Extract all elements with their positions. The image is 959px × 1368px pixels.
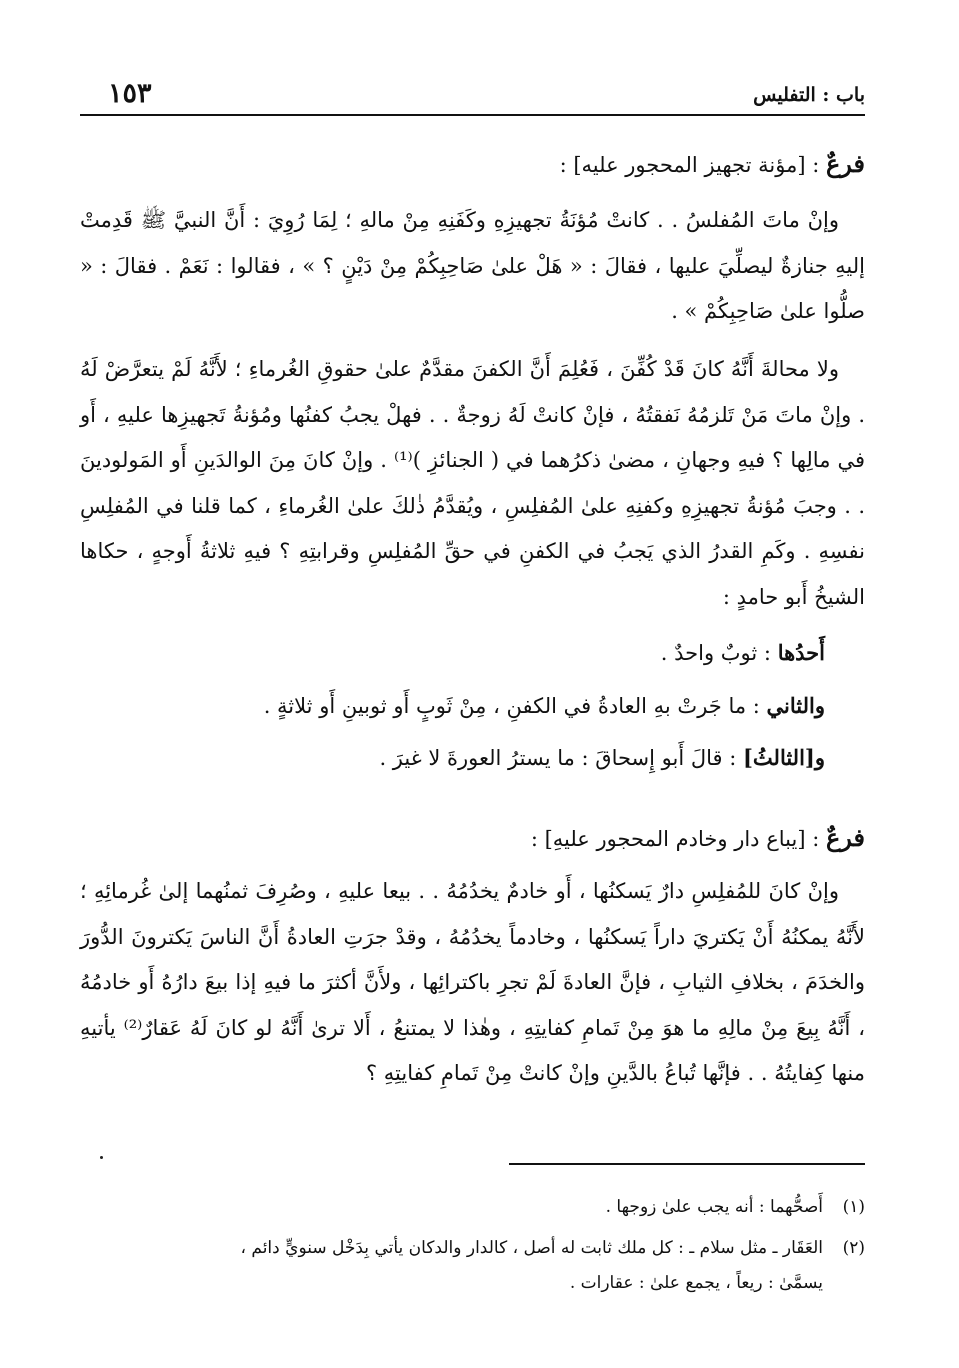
paragraph-text: ولا محالةَ أَنَّهُ كانَ قَدْ كُفِّنَ ، فَعُلِمَ أَنَّ الكفنَ مقدَّمٌ علىٰ حقوقِ الغُرماءِ ؛ لأَنَّهُ لَمْ يتعرَّضْ لَهُ . وإنْ ماتَ مَنْ تَلزمُهُ نَفقتُهُ ، فإنْ كانتْ لَهُ زوجةٌ . . فهلْ يجبُ كفنُها ومُؤنةُ تَجهيزِها عليهِ ، أَو في مالِها ؟ فيهِ وجهانِ ، مضىٰ ذكرُهما في ( الجنائزِ )⁽¹⁾ . وإنْ كانَ مِنَ الوالدَينِ أَو المَولودينَ . . وجبَ مُؤنةُ تجهيزِهِ وكفنِهِ علىٰ المُفلِسِ ، ويُقدَّمُ ذٰلكَ علىٰ الغُرماءِ ، كما قلنا في المُفلِسِ نفسِهِ . وكَمِ القدرُ الذي يَجبُ في الكفنِ في حقِّ المُفلِسِ وقرابتِهِ ؟ فيهِ ثلاثةُ أَوجهٍ ، حكاها الشيخُ أَبو حامدٍ :	[80, 357, 866, 609]
section-label: فرعٌ	[825, 823, 865, 852]
chapter-title: باب : التفليس	[753, 84, 865, 106]
paragraph-text: وإنْ ماتَ المُفلسُ . . كانتْ مُؤنَةُ تجهيزِهِ وكَفَنِهِ مِنْ مالهِ ؛ لِمَا رُوِيَ : أَنَّ النبيَّ ﷺ قَدِمتْ إليهِ جنازةٌ ليصلِّيَ عليها ، فقالَ : « هَلْ علىٰ صَاحِبِكُمْ مِنْ دَيْنٍ ؟ » ، فقالوا : نَعَمْ . فقالَ : « صلُّوا علىٰ صَاحِبِكُمْ » .	[80, 208, 865, 323]
section-label: فرعٌ	[825, 149, 865, 178]
footnote-text: يسمَّىٰ : ريعاً ، يجمع علىٰ : عقارات .	[569, 1273, 823, 1293]
opinion-text: : ما جَرتْ بهِ العادةُ في الكفنِ ، مِنْ ثَوبٍ أَو ثوبينِ أَو ثلاثةٍ .	[263, 694, 767, 718]
paragraph-text: وإنْ كانَ للمُفلِسِ دارٌ يَسكنُها ، أَو خادمٌ يخدُمُهُ . . بيعا عليهِ ، وصُرِفَ ثمنُهما إلىٰ غُرمائِهِ ؛ لأَنَّهُ يمكنُهُ أَنْ يَكتريَ داراً يَسكنُها ، وخادماً يخدُمُهُ ، وقدْ جرَتِ العادةُ أَنَّ الناسَ يَكترونَ الدُّورَ والخدَمَ ، بخلافِ الثيابِ ، فإنَّ العادةَ لَمْ تجرِ باكترائِها ، ولأَنَّ أكثرَ ما فيهِ إذا بيعَ دارُهُ أَو خادمُهُ ، أَنَّهُ بِيعَ مِنْ مالِهِ ما هوَ مِنْ تَمامِ كفايتِهِ ، وهٰذا لا يمتنعُ ، أَلا ترىٰ أَنَّهُ لو كانَ لَهُ عَقارٌ⁽²⁾ يأتيهِ منها كِفايتُهُ . . فإنَّها تُباعُ بالدَّينِ وإنْ كانتْ مِنْ تَمامِ كفايتِهِ ؟	[80, 879, 865, 1085]
paragraph-house-sale	[80, 869, 865, 1097]
opinion-first	[661, 633, 825, 673]
section-title: : [يباع دار وخادم المحجور عليهِ] :	[530, 827, 826, 851]
page-header	[80, 80, 865, 116]
footnote-number: (١)	[842, 1197, 865, 1217]
book-page	[80, 0, 865, 1368]
section-title: : [مؤنة تجهيز المحجور عليه] :	[559, 153, 826, 177]
stray-dot	[100, 1156, 103, 1159]
footnote-number: (٢)	[842, 1238, 865, 1258]
opinion-lead: أَحدُها	[777, 640, 825, 665]
paragraph-death-of-bankrupt	[80, 198, 865, 335]
footnote-2	[241, 1232, 866, 1264]
footnote-text: أَصحُّهما : أنه يجب علىٰ زوجها .	[605, 1197, 823, 1217]
opinion-text: : قالَ أَبو إِسحاقَ : ما يسترُ العورةَ لا غيرَ .	[379, 746, 743, 770]
footnote-separator	[509, 1163, 865, 1165]
section-heading-shroud-cost	[560, 144, 865, 185]
footnote-1	[606, 1191, 865, 1223]
opinion-third	[379, 738, 825, 778]
section-heading-house-servant	[531, 818, 865, 859]
footnote-2-continued	[570, 1267, 865, 1299]
opinion-lead: والثاني	[766, 693, 825, 718]
paragraph-shroud-priority	[80, 347, 865, 620]
footnote-text: العَقَار ـ مثل سلام ـ : كل ملك ثابت له أصل ، كالدار والدكان يأتي بِدَخْل سنويٍّ دائم ،	[240, 1238, 823, 1258]
opinion-text: : ثوبٌ واحدٌ .	[660, 641, 778, 665]
opinion-lead: و[الثالثُ]	[742, 745, 825, 770]
page-number: ١٥٣	[108, 78, 152, 109]
opinion-second	[264, 686, 825, 726]
